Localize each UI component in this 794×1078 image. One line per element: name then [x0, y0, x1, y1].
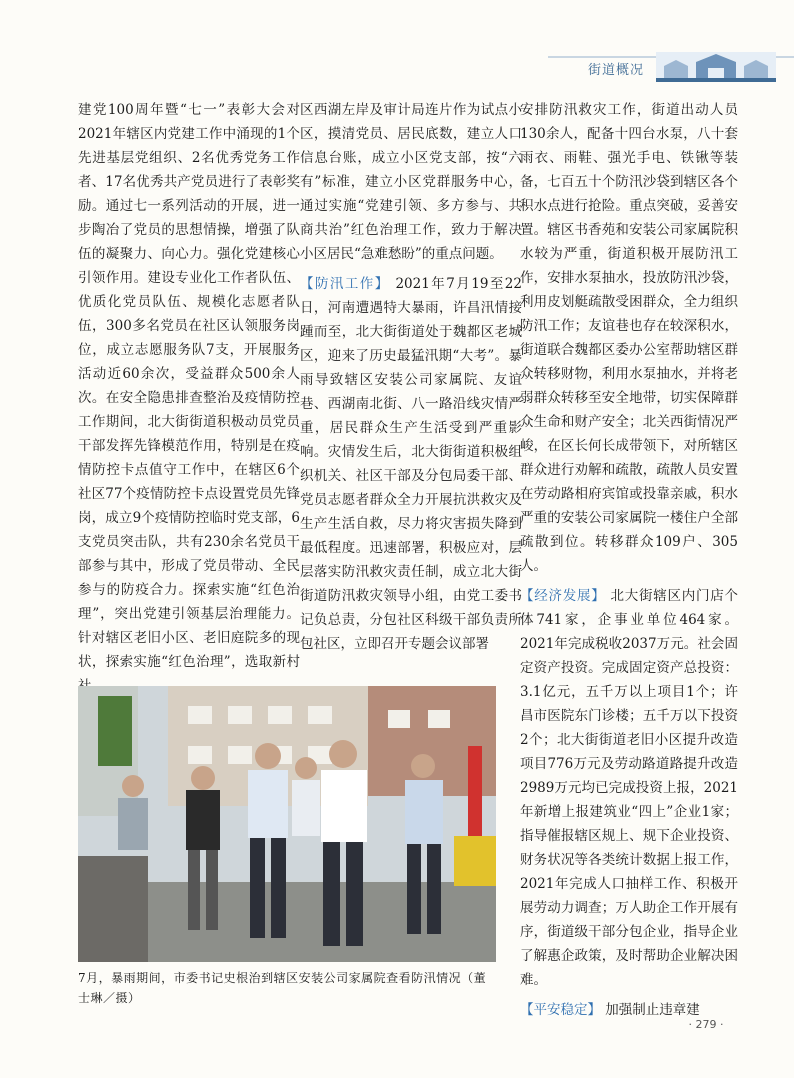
- red-governance-paragraph: 区西湖左岸及审计局连片作为试点小区，摸清党员、居民底数，建立人口信息台账，成立小区党支部，按“六有”标准，建立小区党群服务中心，通过实施“党建引领、多方参与、共商共治”红色治理工作，致力于解决小区居民“急难愁盼”的重点问题。: [300, 102, 522, 262]
- safety-text: 加强制止违章建: [605, 1002, 700, 1018]
- economy-section-tag: 【经济发展】: [520, 588, 606, 604]
- flood-paragraph: [300, 272, 522, 656]
- flood-inspection-photo: [78, 686, 496, 962]
- photo-caption: 7月，暴雨期间，市委书记史根治到辖区安装公司家属院查看防汛情况（董士琳／摄）: [78, 971, 487, 1005]
- flood-text-part2: 安排防汛救灾工作，街道出动人员130余人，配备十四台水泵，八十套雨衣、雨鞋、强光手电、铁锹等装备，七百五十个防汛沙袋到辖区各个积水点进行抢险。重点突破，妥善安置。辖区书香苑和安装公司家属院积水较为严重，街道积极开展防汛工作，安排水泵抽水，投放防汛沙袋，利用皮划艇疏散受困群众，全力组织防汛工作；友谊巷也存在较深积水，街道联合魏都区委办公室帮助辖区群众转移财物，利用水泵抽水，并将老弱群众转移至安全地带，切实保障群众生命和财产安全；北关西街情况严峻，在区长何长成带领下，对所辖区群众进行劝解和疏散，疏散人员安置在劳动路相府宾馆或投靠亲戚，积水严重的安装公司家属院一楼住户全部疏散到位。转移群众109户、305人。: [520, 102, 738, 574]
- economy-paragraph: [520, 584, 738, 992]
- economy-text: 北大街辖区内门店个体741家，企事业单位464家。2021年完成税收2037万元。社会固定资产投资。完成固定资产总投资：3.1亿元，五千万以上项目1个；许昌市医院东门诊楼；五千万以下投资2个；北大街街道老旧小区提升改造项目776万元及劳动路道路提升改造2989万元均已完成投资上报，2021年新增上报建筑业“四上”企业1家；指导催报辖区规上、规下企业投资、财务状况等各类统计数据上报工作，2021年完成人口抽样工作、积极开展劳动力调查；万人助企工作开展有序，街道级干部分包企业，指导企业了解惠企政策，及时帮助企业解决困难。: [520, 588, 739, 988]
- text-column-1: [78, 98, 300, 678]
- text-column-3: [520, 98, 738, 1028]
- section-title: 街道概况: [588, 63, 645, 78]
- building-emblem-icon: [656, 48, 776, 86]
- text-column-2: [300, 98, 522, 678]
- flood-text-part1: 2021年7月19至22日，河南遭遇特大暴雨，许昌汛情接踵而至，北大街街道处于魏都区老城区，迎来了历史最猛汛期“大考”。暴雨导致辖区安装公司家属院、友谊巷、西湖南北街、八一路沿线灾情严重，居民群众生产生活受到严重影响。灾情发生后，北大街街道积极组织机关、社区干部及分包局委干部、党员志愿者群众全力开展抗洪救灾及生产生活自救，尽力将灾害损失降到最低程度。迅速部署，积极应对，层层落实防汛救灾责任制，成立北大街街道防汛救灾领导小组，由党工委书记负总责，分包社区科级干部负责所包社区，立即召开专题会议部署: [300, 276, 522, 652]
- photo-scene: [78, 686, 496, 962]
- page-number: · 279 ·: [688, 1018, 724, 1031]
- safety-section-tag: 【平安稳定】: [520, 1002, 601, 1018]
- party-building-paragraph: 建党100周年暨“七一”表彰大会对2021年辖区内党建工作中涌现的1个先进基层党组织、2名优秀党务工作者、17名优秀共产党员进行了表彰奖励。通过七一系列活动的开展，进一步陶冶了党员的思想情操，增强了队伍的凝聚力、向心力。强化党建核心引领作用。建设专业化工作者队伍、优质化党员队伍、规模化志愿者队伍，300多名党员在社区认领服务岗位，成立志愿服务队7支，开展服务活动近60余次，受益群众500余人次。在安全隐患排查整治及疫情防控工作期间，北大街街道积极动员党员干部发挥先锋模范作用，特别是在疫情防控卡点值守工作中，在辖区6个社区77个疫情防控卡点设置党员先锋岗，成立9个疫情防控临时党支部，6支党员突击队，共有230余名党员干部参与其中，形成了党员带动、全民参与的防疫合力。探索实施“红色治理”，突出党建引领基层治理能力。针对辖区老旧小区、老旧庭院多的现状，探索实施“红色治理”，选取新村: [78, 102, 300, 670]
- flood-section-tag: 【防汛工作】: [300, 276, 390, 292]
